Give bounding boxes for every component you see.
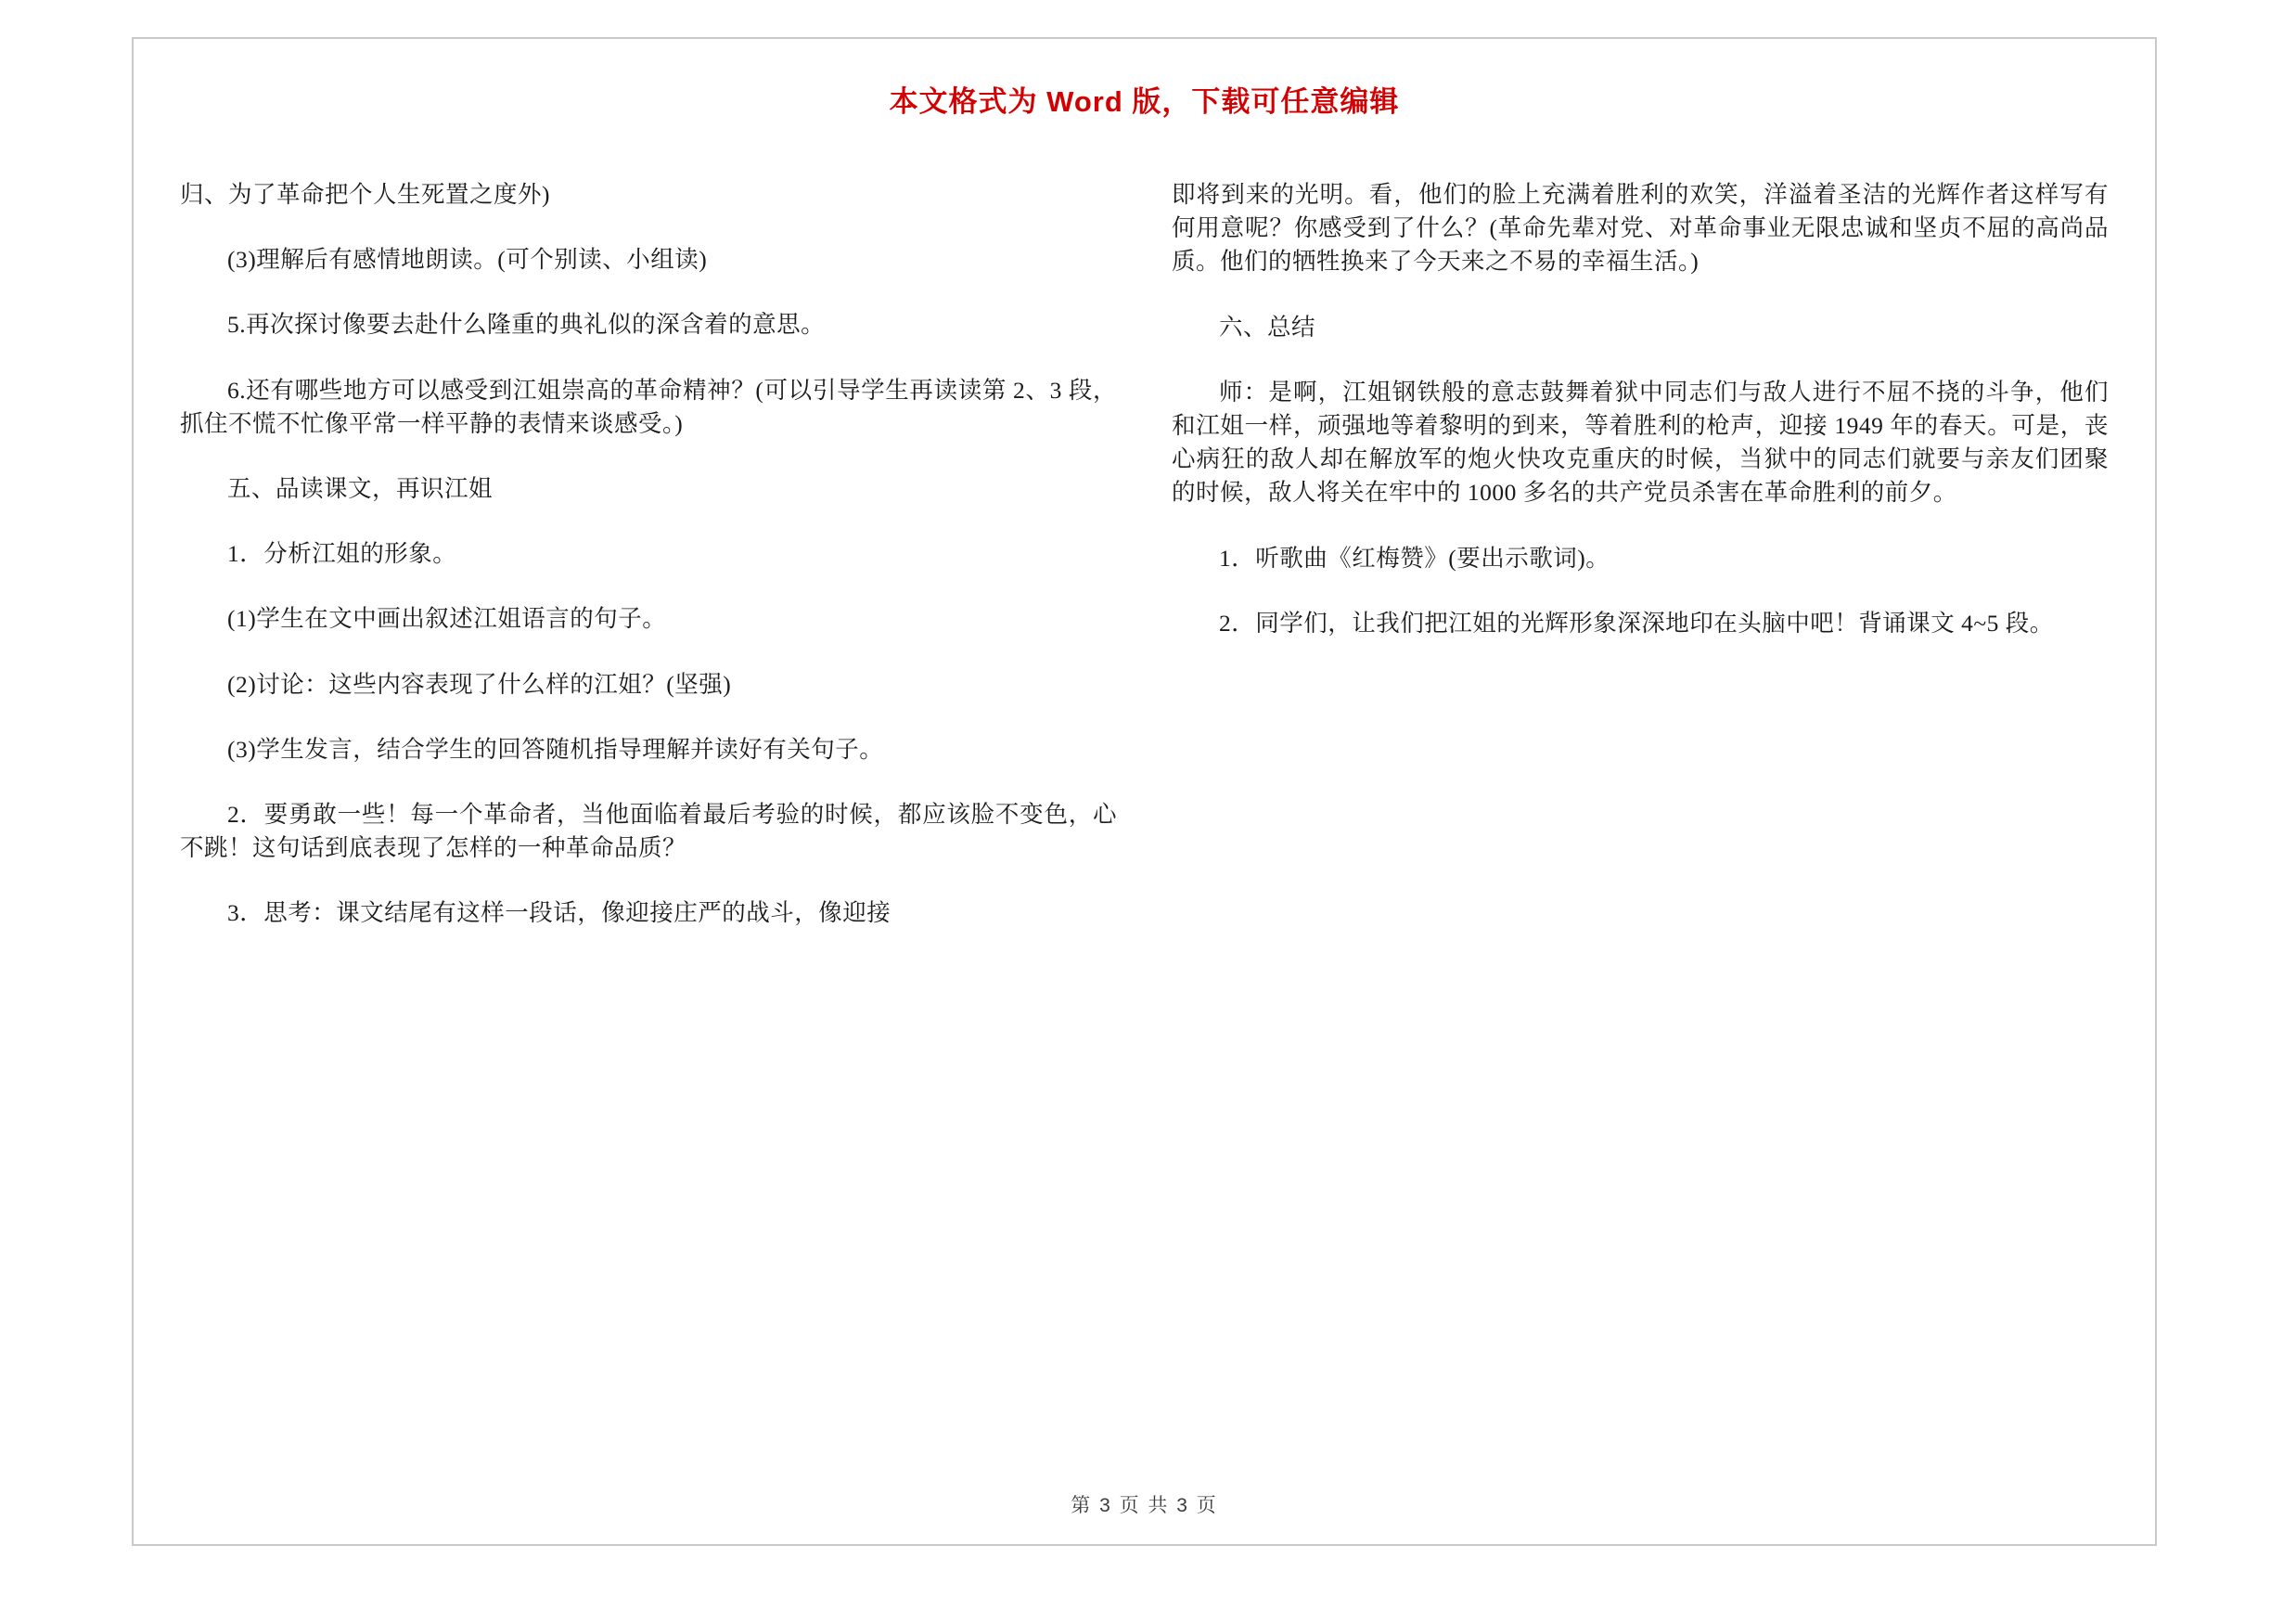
paragraph: 1．分析江姐的形象。 — [227, 540, 457, 568]
paragraph: 归、为了革命把个人生死置之度外) — [180, 181, 550, 208]
paragraph: (3)学生发言，结合学生的回答随机指导理解并读好有关句子。 — [227, 735, 884, 763]
paragraph: 五、品读课文，再识江姐 — [227, 475, 494, 503]
left-column — [180, 178, 1117, 962]
paragraph: (2)讨论：这些内容表现了什么样的江姐？(坚强) — [227, 670, 732, 698]
paragraph: 6.还有哪些地方可以感受到江姐崇高的革命精神？(可以引导学生再读读第 2、3 段，抓住不慌不忙像平常一样平静的表情来谈感受。) — [180, 376, 1117, 437]
right-column — [1172, 178, 2109, 962]
paragraph: 2．要勇敢一些！每一个革命者，当他面临着最后考验的时候，都应该脸不变色，心不跳！这句话到底表现了怎样的一种革命品质？ — [180, 801, 1117, 862]
paragraph: (1)学生在文中画出叙述江姐语言的句子。 — [227, 605, 667, 633]
paragraph: 5.再次探讨像要去赴什么隆重的典礼似的深含着的意思。 — [227, 311, 826, 339]
paragraph: 即将到来的光明。看，他们的脸上充满着胜利的欢笑，洋溢着圣洁的光辉作者这样写有何用意呢？你感受到了什么？(革命先辈对党、对革命事业无限忠诚和坚贞不屈的高尚品质。他们的牺牲换来了今天来之不易的幸福生活。) — [1172, 181, 2109, 276]
word-version-banner: 本文格式为 Word 版，下载可任意编辑 — [889, 85, 1400, 118]
page-number-footer: 第 3 页 共 3 页 — [1071, 1495, 1218, 1516]
document-page — [132, 37, 2157, 1546]
two-column-body — [134, 178, 2155, 962]
paragraph: 师：是啊，江姐钢铁般的意志鼓舞着狱中同志们与敌人进行不屈不挠的斗争，他们和江姐一样，顽强地等着黎明的到来，等着胜利的枪声，迎接 1949 年的春天。可是，丧心病狂的敌人却在解放军的炮火快攻克重庆的时候，当狱中的同志们就要与亲友们团聚的时候，敌人将关在牢中的 1000 多名的共产党员杀害在革命胜利的前夕。 — [1172, 378, 2109, 507]
paragraph: 六、总结 — [1219, 313, 1316, 341]
paragraph: 3．思考：课文结尾有这样一段话，像迎接庄严的战斗，像迎接 — [227, 899, 891, 927]
paragraph: 2．同学们，让我们把江姐的光辉形象深深地印在头脑中吧！背诵课文 4~5 段。 — [1219, 609, 2054, 637]
paragraph: 1．听歌曲《红梅赞》(要出示歌词)。 — [1219, 544, 1610, 572]
paragraph: (3)理解后有感情地朗读。(可个别读、小组读) — [227, 246, 708, 274]
